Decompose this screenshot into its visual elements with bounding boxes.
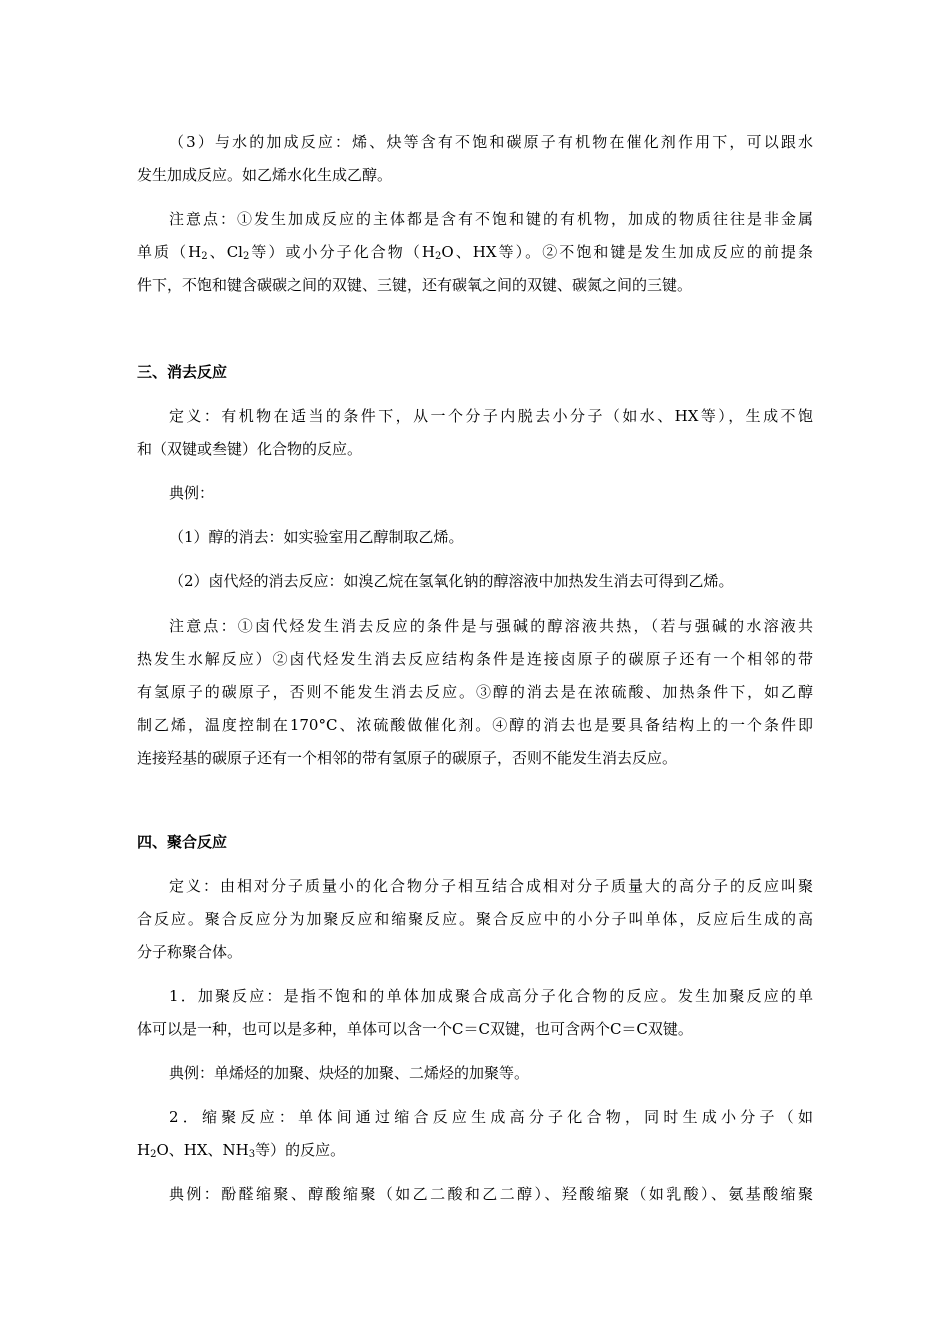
paragraph-alcohol-elimination [137,521,813,554]
paragraph-elimination-notes [137,610,813,775]
text-line: （2）卤代烃的消去反应：如溴乙烷在氢氧化钠的醇溶液中加热发生消去可得到乙烯。 [169,572,734,590]
paragraph-condensation-polymerization [137,1101,813,1167]
paragraph-addition-polymerization [137,980,813,1046]
text-line: 典例： [169,484,215,502]
text-line: 合反应。聚合反应分为加聚反应和缩聚反应。聚合反应中的小分子叫单体，反应后生成的高 [137,910,813,928]
text-line: （1）醇的消去：如实验室用乙醇制取乙烯。 [169,528,464,546]
text-line: 典例：单烯烃的加聚、炔烃的加聚、二烯烃的加聚等。 [169,1064,530,1082]
text-line: 连接羟基的碳原子还有一个相邻的带有氢原子的碳原子，否则不能发生消去反应。 [137,749,678,767]
paragraph-elimination-definition [137,400,813,466]
text-line: 注意点：①卤代烃发生消去反应的条件是与强碱的醇溶液共热，（若与强碱的水溶液共 [169,617,813,635]
text-line: 有氢原子的碳原子，否则不能发生消去反应。③醇的消去是在浓硫酸、加热条件下，如乙醇 [137,683,813,701]
paragraph-condensation-examples [137,1178,813,1211]
text-line: 单质（$H_2$、$Cl_2$等）或小分子化合物（$H_2O$、HX等）。②不饱和键是发生加成反应的前提条 [137,243,813,262]
paragraph-polymerization-definition [137,870,813,969]
text-line: 定义：由相对分子质量小的化合物分子相互结合成相对分子质量大的高分子的反应叫聚 [169,877,813,895]
paragraph-haloalkane-elimination [137,565,813,598]
paragraph-addition-notes [137,203,813,302]
text-line: 分子称聚合体。 [137,943,243,961]
paragraph-addition-polymerization-examples [137,1057,813,1090]
text-line: 热发生水解反应）②卤代烃发生消去反应结构条件是连接卤原子的碳原子还有一个相邻的带 [137,650,813,668]
section-heading-polymerization: 四、聚合反应 [137,833,228,851]
paragraph-water-addition [137,126,813,192]
text-line: 1．加聚反应：是指不饱和的单体加成聚合成高分子化合物的反应。发生加聚反应的单 [169,987,813,1005]
text-line: 件下，不饱和键含碳碳之间的双键、三键，还有碳氧之间的双键、碳氮之间的三键。 [137,276,693,294]
text-line: 体可以是一种，也可以是多种，单体可以含一个C＝C双键，也可含两个C＝C双键。 [137,1020,693,1038]
text-line: 注意点：①发生加成反应的主体都是含有不饱和键的有机物，加成的物质往往是非金属 [169,210,813,228]
text-line: 制乙烯，温度控制在170°C、浓硫酸做催化剂。④醇的消去也是要具备结构上的一个条件即 [137,716,813,734]
text-line: 发生加成反应。如乙烯水化生成乙醇。 [137,166,393,184]
section-heading-elimination: 三、消去反应 [137,363,228,381]
text-line: 典例：酚醛缩聚、醇酸缩聚（如乙二酸和乙二醇）、羟酸缩聚（如乳酸）、氨基酸缩聚 [169,1185,813,1203]
text-line: 2．缩聚反应：单体间通过缩合反应生成高分子化合物，同时生成小分子（如 [169,1108,813,1126]
text-line: 定义：有机物在适当的条件下，从一个分子内脱去小分子（如水、HX等），生成不饱 [169,407,813,425]
text-line: $H_2O$、HX、$NH_3$等）的反应。 [137,1141,346,1160]
text-line: （3）与水的加成反应：烯、炔等含有不饱和碳原子有机物在催化剂作用下，可以跟水 [169,133,813,151]
paragraph-examples-label [137,477,813,510]
text-line: 和（双键或叁键）化合物的反应。 [137,440,363,458]
